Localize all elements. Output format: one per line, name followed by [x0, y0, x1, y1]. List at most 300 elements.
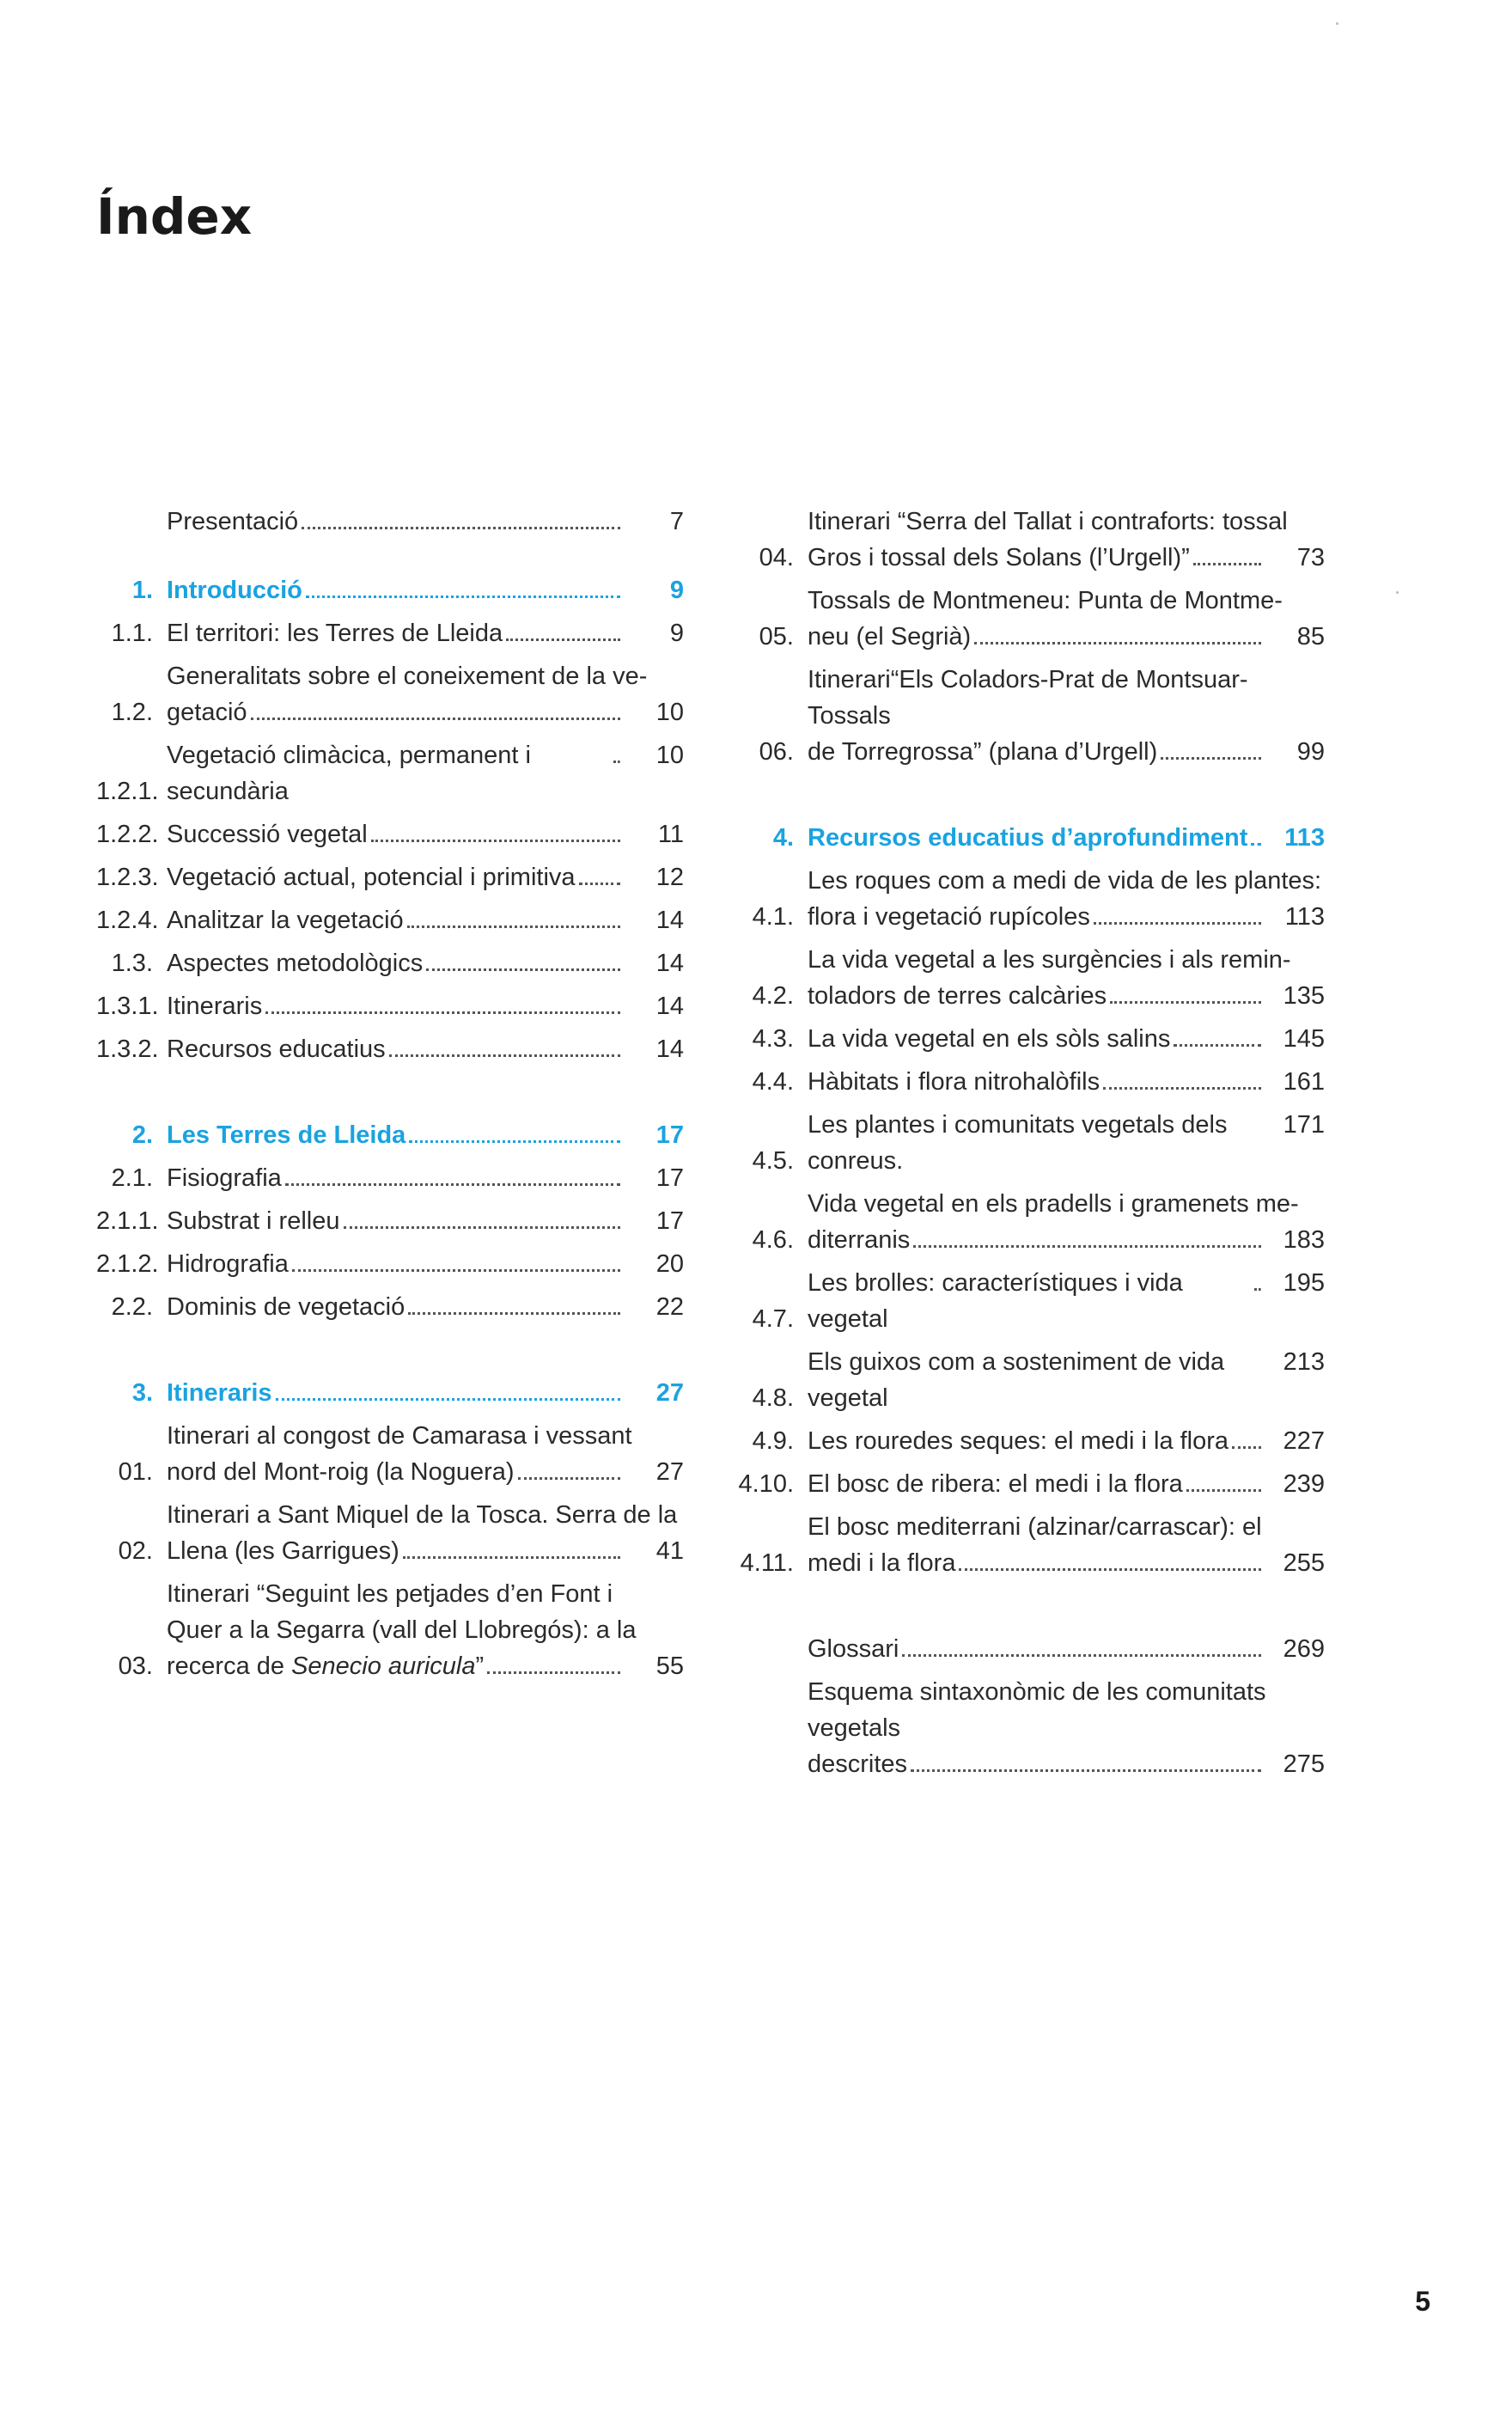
toc-entry-page: 14: [655, 993, 684, 1020]
toc-entry-title-italic: Senecio auricula: [291, 1652, 476, 1680]
toc-entry[interactable]: [96, 859, 684, 895]
toc-entry[interactable]: [737, 863, 1325, 935]
toc-entry-title-line: [167, 1648, 484, 1684]
dot-leader: [1186, 1489, 1261, 1492]
toc-entry[interactable]: [96, 945, 684, 981]
toc-entry-title-line: Vegetació actual, potencial i primitiva: [167, 864, 576, 891]
toc-entry-title: Vida vegetal en els pradells i gramenets me-: [808, 1190, 1299, 1218]
toc-entry-body: [808, 942, 1325, 1014]
toc-entry[interactable]: [96, 504, 684, 540]
toc-entry-last-line: [167, 988, 684, 1024]
toc-row-spacer: [737, 1581, 1325, 1588]
toc-entry-last-line: [808, 1545, 1325, 1581]
toc-entry[interactable]: [96, 1418, 684, 1490]
toc-entry-number: 1.3.2.: [96, 1035, 159, 1063]
toc-entry-title-line: flora i vegetació rupícoles: [808, 903, 1090, 931]
toc-row-spacer: [737, 1057, 1325, 1064]
toc-entry-title-line: medi i la flora: [808, 1549, 956, 1577]
toc-entry-number: 4.7.: [752, 1305, 794, 1333]
toc-entry-last-line: [167, 1454, 684, 1490]
dot-leader: [251, 718, 620, 720]
toc-entry-page: 195: [1283, 1269, 1325, 1297]
toc-entry-page: 14: [655, 907, 684, 934]
toc-entry-body: [808, 863, 1325, 935]
toc-entry-page: 9: [669, 620, 684, 647]
toc-entry-page: 27: [655, 1458, 684, 1486]
toc-entry-body: [167, 1497, 684, 1569]
toc-entry[interactable]: [737, 1509, 1325, 1581]
toc-entry[interactable]: [96, 988, 684, 1024]
toc-entry[interactable]: [737, 1107, 1325, 1179]
toc-entry-body: [808, 1107, 1325, 1179]
toc-entry-last-line: [167, 615, 684, 651]
toc-entry-last-line: [167, 1160, 684, 1196]
toc-entry-body: [167, 737, 684, 809]
toc-entry-title-line: Recursos educatius: [167, 1035, 386, 1063]
toc-entry-title-line: Les brolles: característiques i vida vegetal: [808, 1269, 1183, 1333]
toc-entry-title-line: Els guixos com a sosteniment de vida vegetal: [808, 1348, 1225, 1412]
toc-row-spacer: [96, 608, 684, 615]
toc-entry-title-line: Llena (les Garrigues): [167, 1537, 399, 1565]
toc-entry-number: 4.11.: [740, 1549, 794, 1577]
toc-entry-title: Itinerari “Serra del Tallat i contraforts: tossal: [808, 508, 1288, 535]
toc-entry-page: 14: [655, 1035, 684, 1063]
toc-entry[interactable]: [737, 1466, 1325, 1502]
toc-entry[interactable]: [96, 1031, 684, 1067]
toc-section-entry[interactable]: [96, 1117, 684, 1153]
toc-entry-number: 4.1.: [752, 903, 794, 931]
toc-row-spacer: [96, 938, 684, 945]
toc-entry-last-line: [808, 1064, 1325, 1100]
toc-entry-last-line: [808, 1746, 1325, 1782]
dot-leader: [408, 1312, 620, 1315]
toc-entry-body: [167, 1246, 684, 1282]
toc-entry-last-line: [167, 945, 684, 981]
toc-row-spacer: [96, 1411, 684, 1418]
toc-entry-title-line: Introducció: [167, 577, 302, 604]
page-number: 5: [1415, 2286, 1430, 2317]
toc-entry-last-line: [808, 1021, 1325, 1057]
toc-entry-title-line: Itineraris: [167, 1379, 272, 1407]
toc-entry-number: 2.1.1.: [96, 1207, 159, 1235]
toc-entry[interactable]: [96, 1289, 684, 1325]
toc-entry-title-line: Analitzar la vegetació: [167, 907, 404, 934]
toc-entry-last-line: [808, 540, 1325, 576]
toc-entry-number: 1.3.1.: [96, 993, 159, 1020]
toc-entry-page: 227: [1283, 1427, 1325, 1455]
toc-row-spacer: [737, 1100, 1325, 1107]
toc-entry[interactable]: [737, 1631, 1325, 1667]
toc-entry-page: 73: [1296, 544, 1325, 571]
toc-entry-page: 27: [655, 1379, 684, 1407]
toc-section-entry[interactable]: [96, 572, 684, 608]
toc-entry-body: [167, 504, 684, 540]
toc-entry[interactable]: [96, 1203, 684, 1239]
toc-entry-page: 85: [1296, 623, 1325, 651]
dot-leader: [1103, 1087, 1261, 1090]
toc-row-spacer: [96, 1490, 684, 1497]
toc-entry[interactable]: [96, 615, 684, 651]
toc-entry-title: Itinerari a Sant Miquel de la Tosca. Serra de la: [167, 1501, 678, 1529]
toc-entry-body: [808, 1423, 1325, 1459]
toc-entry-body: [167, 902, 684, 938]
toc-entry-title: El bosc mediterrani (alzinar/carrascar): el: [808, 1513, 1262, 1541]
toc-entry-page: 9: [669, 577, 684, 604]
toc-row-spacer: [96, 1024, 684, 1031]
dot-leader: [265, 1011, 620, 1014]
toc-row-spacer: [737, 1667, 1325, 1674]
dot-leader: [1110, 1001, 1261, 1004]
toc-entry-last-line: [167, 816, 684, 852]
dot-leader: [306, 596, 620, 598]
toc-entry-last-line: [167, 1117, 684, 1153]
toc-entry-body: [808, 1631, 1325, 1667]
toc-entry-title-line: Substrat i relleu: [167, 1207, 340, 1235]
toc-entry[interactable]: [96, 816, 684, 852]
toc-row-spacer: [737, 1179, 1325, 1186]
toc-entry-title-line: Hidrografia: [167, 1250, 289, 1278]
dot-leader: [1251, 843, 1261, 846]
toc-entry[interactable]: [737, 504, 1325, 576]
dot-leader: [518, 1477, 620, 1480]
toc-entry-last-line: [167, 694, 684, 730]
toc-row-spacer: [96, 1153, 684, 1160]
toc-row-spacer: [96, 540, 684, 547]
toc-entry-page: 12: [655, 864, 684, 891]
toc-entry-body: [808, 504, 1325, 576]
dot-leader: [276, 1398, 621, 1401]
toc-entry-title-line: Successió vegetal: [167, 821, 368, 848]
toc-row-spacer: [96, 730, 684, 737]
toc-entry[interactable]: [96, 1160, 684, 1196]
toc-entry[interactable]: [96, 902, 684, 938]
scan-speck: [1336, 22, 1338, 25]
dot-leader: [1232, 1446, 1261, 1449]
toc-entry-page: 20: [655, 1250, 684, 1278]
toc-entry-title: Itinerari “Seguint les petjades d’en Font i: [167, 1580, 613, 1608]
toc-entry-last-line: [808, 899, 1325, 935]
toc-row-spacer: [737, 1459, 1325, 1466]
toc-entry-page: 145: [1283, 1025, 1325, 1053]
toc-row-spacer: [737, 1502, 1325, 1509]
toc-entry-last-line: [167, 1289, 684, 1325]
toc-row-spacer: [737, 935, 1325, 942]
toc-entry-number: 4.9.: [752, 1427, 794, 1455]
toc-entry-page: 113: [1284, 824, 1325, 852]
dot-leader: [1193, 563, 1261, 565]
toc-entry-body: [167, 1289, 684, 1325]
toc-entry-body: [167, 615, 684, 651]
toc-entry-number: 03.: [118, 1652, 153, 1680]
toc-entry-title-line: neu (el Segrià): [808, 623, 972, 651]
toc-entry-page: 275: [1283, 1750, 1325, 1778]
dot-leader: [911, 1769, 1261, 1772]
toc-entry-page: 113: [1284, 903, 1325, 931]
toc-entry-page: 55: [655, 1652, 684, 1680]
toc-entry-body: [167, 1418, 684, 1490]
toc-entry-number: 4.8.: [752, 1384, 794, 1412]
toc-entry-number: 1.2.4.: [96, 907, 159, 934]
toc-row-spacer: [737, 1014, 1325, 1021]
toc-entry-number: 4.6.: [752, 1226, 794, 1254]
dot-leader: [974, 642, 1261, 644]
dot-leader: [426, 968, 620, 971]
toc-entry[interactable]: [737, 1674, 1325, 1782]
toc-entry-title-line: diterranis: [808, 1226, 911, 1254]
toc-entry-title-line: Itineraris: [167, 993, 263, 1020]
toc-entry-last-line: [167, 504, 684, 540]
toc-entry-number: 1.2.2.: [96, 821, 159, 848]
toc-entry-title-line: toladors de terres calcàries: [808, 982, 1107, 1010]
toc-entry-title-fragment: recerca de: [167, 1652, 292, 1680]
toc-entry-number: 4.3.: [752, 1025, 794, 1053]
toc-entry[interactable]: [737, 1265, 1325, 1337]
toc-entry[interactable]: [737, 1186, 1325, 1258]
toc-entry-number: 1.: [131, 577, 153, 604]
toc-row-spacer: [96, 1569, 684, 1576]
toc-entry-page: 99: [1296, 738, 1325, 766]
toc-entry-last-line: [808, 1107, 1325, 1179]
toc-entry-page: 161: [1283, 1068, 1325, 1096]
toc-spacer: [96, 1074, 684, 1117]
toc-entry-page: 213: [1283, 1348, 1325, 1376]
toc-entry-body: [167, 1203, 684, 1239]
toc-entry-title-line: Presentació: [167, 508, 299, 535]
toc-entry[interactable]: [737, 1344, 1325, 1416]
toc-row-spacer: [96, 895, 684, 902]
toc-entry-title: Generalitats sobre el coneixement de la ve-: [167, 663, 648, 690]
toc-entry[interactable]: [737, 1064, 1325, 1100]
toc-entry-body: [167, 1117, 684, 1153]
toc-entry-number: 1.1.: [111, 620, 153, 647]
toc-entry-last-line: [167, 572, 684, 608]
toc-entry-body: [808, 1466, 1325, 1502]
toc-row-spacer: [737, 576, 1325, 583]
dot-leader: [487, 1671, 620, 1674]
toc-row-spacer: [96, 809, 684, 816]
toc-entry-title: Esquema sintaxonòmic de les comunitats vegetals: [808, 1678, 1266, 1742]
toc-row-spacer: [96, 1067, 684, 1074]
toc-entry-body: [808, 1344, 1325, 1416]
toc-entry-page: 17: [655, 1164, 684, 1192]
toc-entry-number: 1.2.: [111, 699, 153, 726]
toc-entry-last-line: [167, 1246, 684, 1282]
dot-leader: [1161, 757, 1261, 760]
toc-entry-body: [808, 583, 1325, 655]
toc-entry-title-line: Quer a la Segarra (vall del Llobregós): a la: [167, 1616, 637, 1644]
toc-entry-body: [167, 945, 684, 981]
toc-entry-title-fragment: ”: [475, 1652, 485, 1680]
toc-entry-title-line: Glossari: [808, 1635, 899, 1663]
toc-entry[interactable]: [737, 1423, 1325, 1459]
dot-leader: [389, 1054, 620, 1057]
toc-entry-last-line: [808, 734, 1325, 770]
toc-entry-number: 1.2.3.: [96, 864, 159, 891]
toc-entry-title-line: El territori: les Terres de Lleida: [167, 620, 503, 647]
toc-entry-title-line: Les Terres de Lleida: [167, 1121, 406, 1149]
toc-entry-body: [167, 1576, 684, 1684]
toc-entry-body: [167, 658, 684, 730]
toc-entry-page: 10: [655, 699, 684, 726]
toc-entry-last-line: [167, 1031, 684, 1067]
toc-entry-body: [808, 1674, 1325, 1782]
toc-entry-page: 10: [655, 742, 684, 769]
toc-entry[interactable]: [96, 1576, 684, 1684]
toc-entry-title: Tossals de Montmeneu: Punta de Montme-: [808, 587, 1283, 614]
toc-entry-title: Itinerari al congost de Camarasa i vessant: [167, 1422, 632, 1450]
toc-entry-page: 41: [655, 1537, 684, 1565]
toc-entry-title: Itinerari“Els Coladors-Prat de Montsuar-Tossals: [808, 666, 1248, 730]
toc-entry-number: 4.4.: [752, 1068, 794, 1096]
toc-entry[interactable]: [737, 662, 1325, 770]
dot-leader: [371, 840, 620, 842]
toc-entry-last-line: [808, 1344, 1325, 1416]
toc-entry-last-line: [808, 1423, 1325, 1459]
scan-speck: [1396, 591, 1399, 594]
toc-entry-body: [808, 820, 1325, 856]
toc-entry-body: [808, 1186, 1325, 1258]
toc-entry-page: 17: [655, 1207, 684, 1235]
toc-entry-number: 3.: [131, 1379, 153, 1407]
toc-row-spacer: [737, 1258, 1325, 1265]
toc-entry-body: [167, 1031, 684, 1067]
toc-entry-body: [167, 859, 684, 895]
toc-spacer: [96, 547, 684, 572]
toc-entry-body: [167, 988, 684, 1024]
toc-row-spacer: [96, 1282, 684, 1289]
toc-entry-title-line: de Torregrossa” (plana d’Urgell): [808, 738, 1158, 766]
toc-entry-last-line: [167, 737, 684, 809]
toc-entry-number: 2.1.2.: [96, 1250, 159, 1278]
toc-entry-title-line: Vegetació climàcica, permanent i secundària: [167, 742, 531, 805]
toc-entry-title-line: Hàbitats i flora nitrohalòfils: [808, 1068, 1100, 1096]
toc-entry-last-line: [167, 1203, 684, 1239]
toc-entry-number: 2.2.: [111, 1293, 153, 1321]
toc-entry-body: [808, 662, 1325, 770]
toc-entry[interactable]: [96, 737, 684, 809]
toc-entry-title: La vida vegetal a les surgències i als remin-: [808, 946, 1291, 974]
toc-entry-last-line: [808, 1466, 1325, 1502]
dot-leader: [302, 527, 620, 529]
toc-entry-title-line: Gros i tossal dels Solans (l’Urgell)”: [808, 544, 1190, 571]
toc-entry-number: 4.2.: [752, 982, 794, 1010]
toc-row-spacer: [96, 1196, 684, 1203]
toc-entry-body: [808, 1265, 1325, 1337]
dot-leader: [409, 1140, 620, 1143]
toc-entry-last-line: [808, 820, 1325, 856]
toc-row-spacer: [96, 852, 684, 859]
dot-leader: [1254, 1288, 1261, 1291]
toc-row-spacer: [96, 1325, 684, 1332]
toc-entry[interactable]: [737, 942, 1325, 1014]
toc-entry-body: [808, 1021, 1325, 1057]
toc-entry-page: 17: [655, 1121, 684, 1149]
toc-entry-page: 135: [1283, 982, 1325, 1010]
dot-leader: [506, 638, 620, 641]
toc-entry-number: 1.3.: [111, 950, 153, 977]
toc-row-spacer: [737, 1337, 1325, 1344]
toc-entry-number: 02.: [118, 1537, 153, 1565]
toc-entry-page: 7: [669, 508, 684, 535]
toc-entry-number: 04.: [759, 544, 794, 571]
toc-entry-body: [808, 1064, 1325, 1100]
toc-entry-title-line: Dominis de vegetació: [167, 1293, 405, 1321]
toc-entry-title-line: Les rouredes seques: el medi i la flora: [808, 1427, 1229, 1455]
dot-leader: [1094, 922, 1261, 925]
toc-row-spacer: [96, 1684, 684, 1691]
toc-section-entry[interactable]: [96, 1375, 684, 1411]
toc-entry-title-line: nord del Mont-roig (la Noguera): [167, 1458, 515, 1486]
dot-leader: [959, 1568, 1261, 1571]
dot-leader: [1174, 1044, 1261, 1047]
toc-entry-title-line: El bosc de ribera: el medi i la flora: [808, 1470, 1183, 1498]
dot-leader: [902, 1654, 1261, 1657]
toc-entry-page: 269: [1283, 1635, 1325, 1663]
toc-entry-number: 1.2.1.: [96, 778, 159, 805]
toc-entry-body: [167, 572, 684, 608]
toc-entry[interactable]: [96, 658, 684, 730]
dot-leader: [344, 1226, 621, 1229]
toc-entry-last-line: [808, 1631, 1325, 1667]
toc-spacer: [737, 1588, 1325, 1631]
toc-entry[interactable]: [737, 1021, 1325, 1057]
toc-spacer: [737, 777, 1325, 820]
toc-entry-page: 22: [655, 1293, 684, 1321]
dot-leader: [403, 1556, 620, 1559]
dot-leader: [407, 925, 620, 928]
toc-entry-number: 05.: [759, 623, 794, 651]
toc-entry-body: [167, 816, 684, 852]
toc-entry-title-line: La vida vegetal en els sòls salins: [808, 1025, 1171, 1053]
toc-row-spacer: [96, 1239, 684, 1246]
toc-entry-page: 11: [657, 821, 684, 848]
dot-leader: [285, 1183, 620, 1186]
page-title: Índex: [96, 187, 253, 246]
toc-row-spacer: [737, 655, 1325, 662]
toc-section-entry[interactable]: [737, 820, 1325, 856]
toc-entry-last-line: [808, 619, 1325, 655]
toc-entry-title: Les roques com a medi de vida de les plantes:: [808, 867, 1322, 895]
toc-row-spacer: [737, 1416, 1325, 1423]
toc-entry[interactable]: [96, 1246, 684, 1282]
dot-leader: [613, 761, 620, 763]
toc-entry[interactable]: [737, 583, 1325, 655]
toc-entry-title-line: Aspectes metodològics: [167, 950, 424, 977]
toc-entry-title-line: descrites: [808, 1750, 908, 1778]
toc-row-spacer: [737, 770, 1325, 777]
toc-entry-body: [808, 1509, 1325, 1581]
toc-entry-title-line: Les plantes i comunitats vegetals dels conreus.: [808, 1111, 1228, 1175]
toc-entry-title-line: Fisiografia: [167, 1164, 282, 1192]
toc-row-spacer: [96, 651, 684, 658]
toc-entry-last-line: [808, 1222, 1325, 1258]
toc-entry-body: [167, 1160, 684, 1196]
toc-right-column: [737, 504, 1325, 1789]
toc-row-spacer: [737, 856, 1325, 863]
toc-entry-number: 06.: [759, 738, 794, 766]
toc-entry-last-line: [808, 1265, 1325, 1337]
toc-entry-page: 239: [1283, 1470, 1325, 1498]
toc-entry-number: 4.10.: [738, 1470, 794, 1498]
toc-entry-page: 171: [1283, 1111, 1325, 1139]
toc-row-spacer: [96, 981, 684, 988]
toc-left-column: [96, 504, 684, 1691]
toc-entry-last-line: [808, 978, 1325, 1014]
toc-entry-number: 4.: [772, 824, 794, 852]
toc-entry[interactable]: [96, 1497, 684, 1569]
toc-entry-page: 255: [1283, 1549, 1325, 1577]
toc-entry-number: 2.: [131, 1121, 153, 1149]
